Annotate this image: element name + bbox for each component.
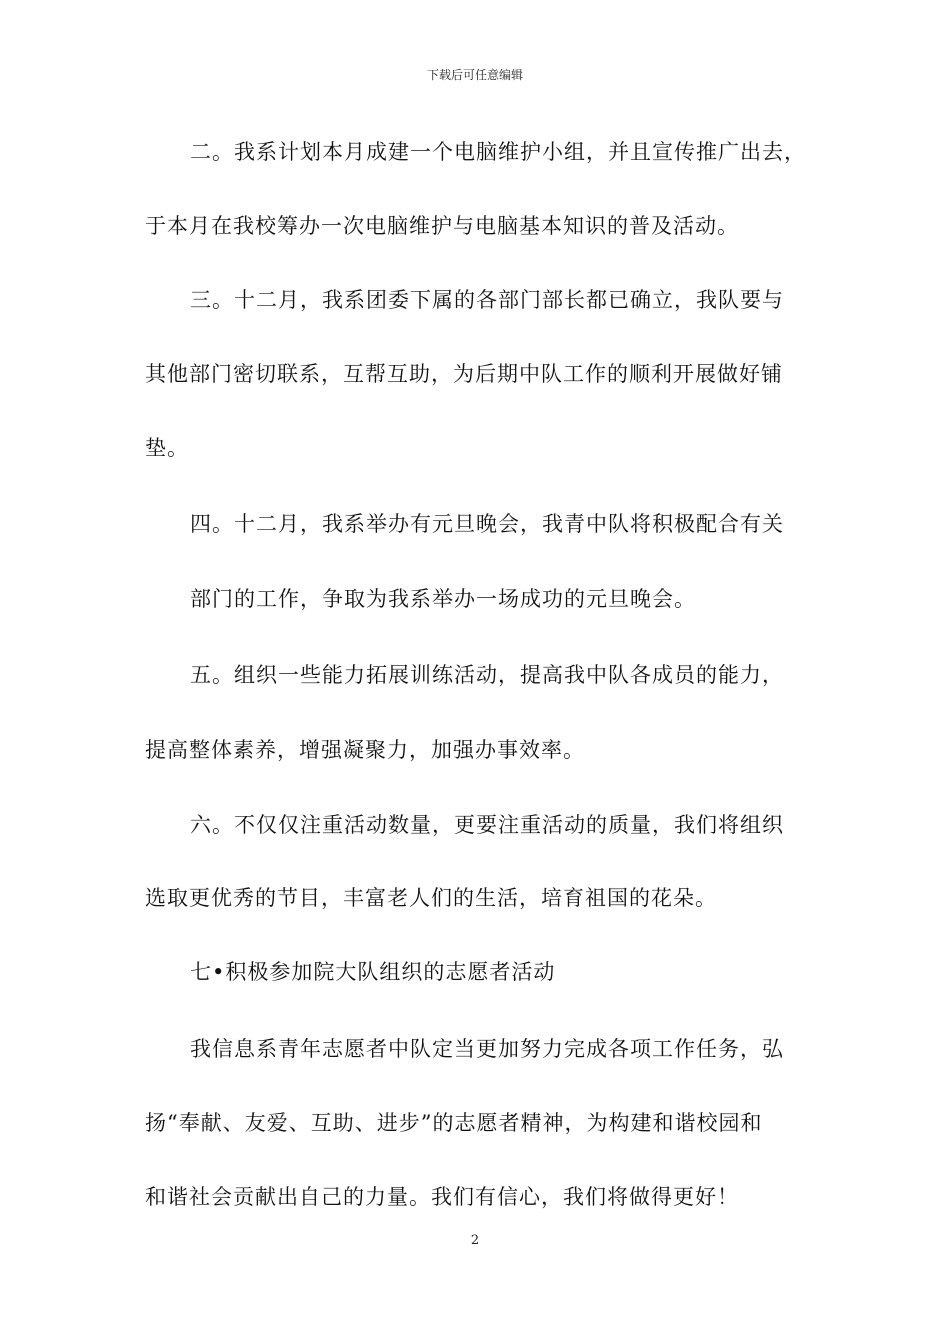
paragraph-line: 二。我系计划本月成建一个电脑维护小组，并且宣传推广出去， (190, 140, 806, 164)
page-number: 2 (470, 1233, 480, 1248)
paragraph-line: 部门的工作，争取为我系举办一场成功的元旦晚会。 (190, 587, 696, 611)
paragraph-line: 三。十二月，我系团委下属的各部门部长都已确立，我队要与 (190, 288, 784, 312)
paragraph-line: 我信息系青年志愿者中队定当更加努力完成各项工作任务，弘 (190, 1037, 784, 1061)
paragraph-line: 六。不仅仅注重活动数量，更要注重活动的质量，我们将组织 (190, 813, 784, 837)
paragraph-line: 扬“奉献、友爱、互助、进步”的志愿者精神，为构建和谐校园和 (145, 1111, 763, 1135)
paragraph-line: 提高整体素养，增强凝聚力，加强办事效率。 (145, 738, 585, 762)
paragraph-line: 和谐社会贡献出自己的力量。我们有信心，我们将做得更好！ (145, 1185, 739, 1209)
header-note: 下载后可任意编辑 (426, 68, 523, 82)
section-heading: 七•积极参加院大队组织的志愿者活动 (190, 960, 556, 984)
paragraph-line: 于本月在我校筹办一次电脑维护与电脑基本知识的普及活动。 (145, 214, 739, 238)
paragraph-line: 选取更优秀的节目，丰富老人们的生活，培育祖国的花朵。 (145, 886, 717, 910)
paragraph-line: 四。十二月，我系举办有元旦晚会，我青中队将积极配合有关 (190, 512, 784, 536)
paragraph-line: 垫。 (145, 436, 189, 460)
paragraph-line: 其他部门密切联系，互帮互助，为后期中队工作的顺利开展做好铺 (145, 362, 783, 386)
paragraph-line: 五。组织一些能力拓展训练活动，提高我中队各成员的能力， (190, 663, 784, 687)
